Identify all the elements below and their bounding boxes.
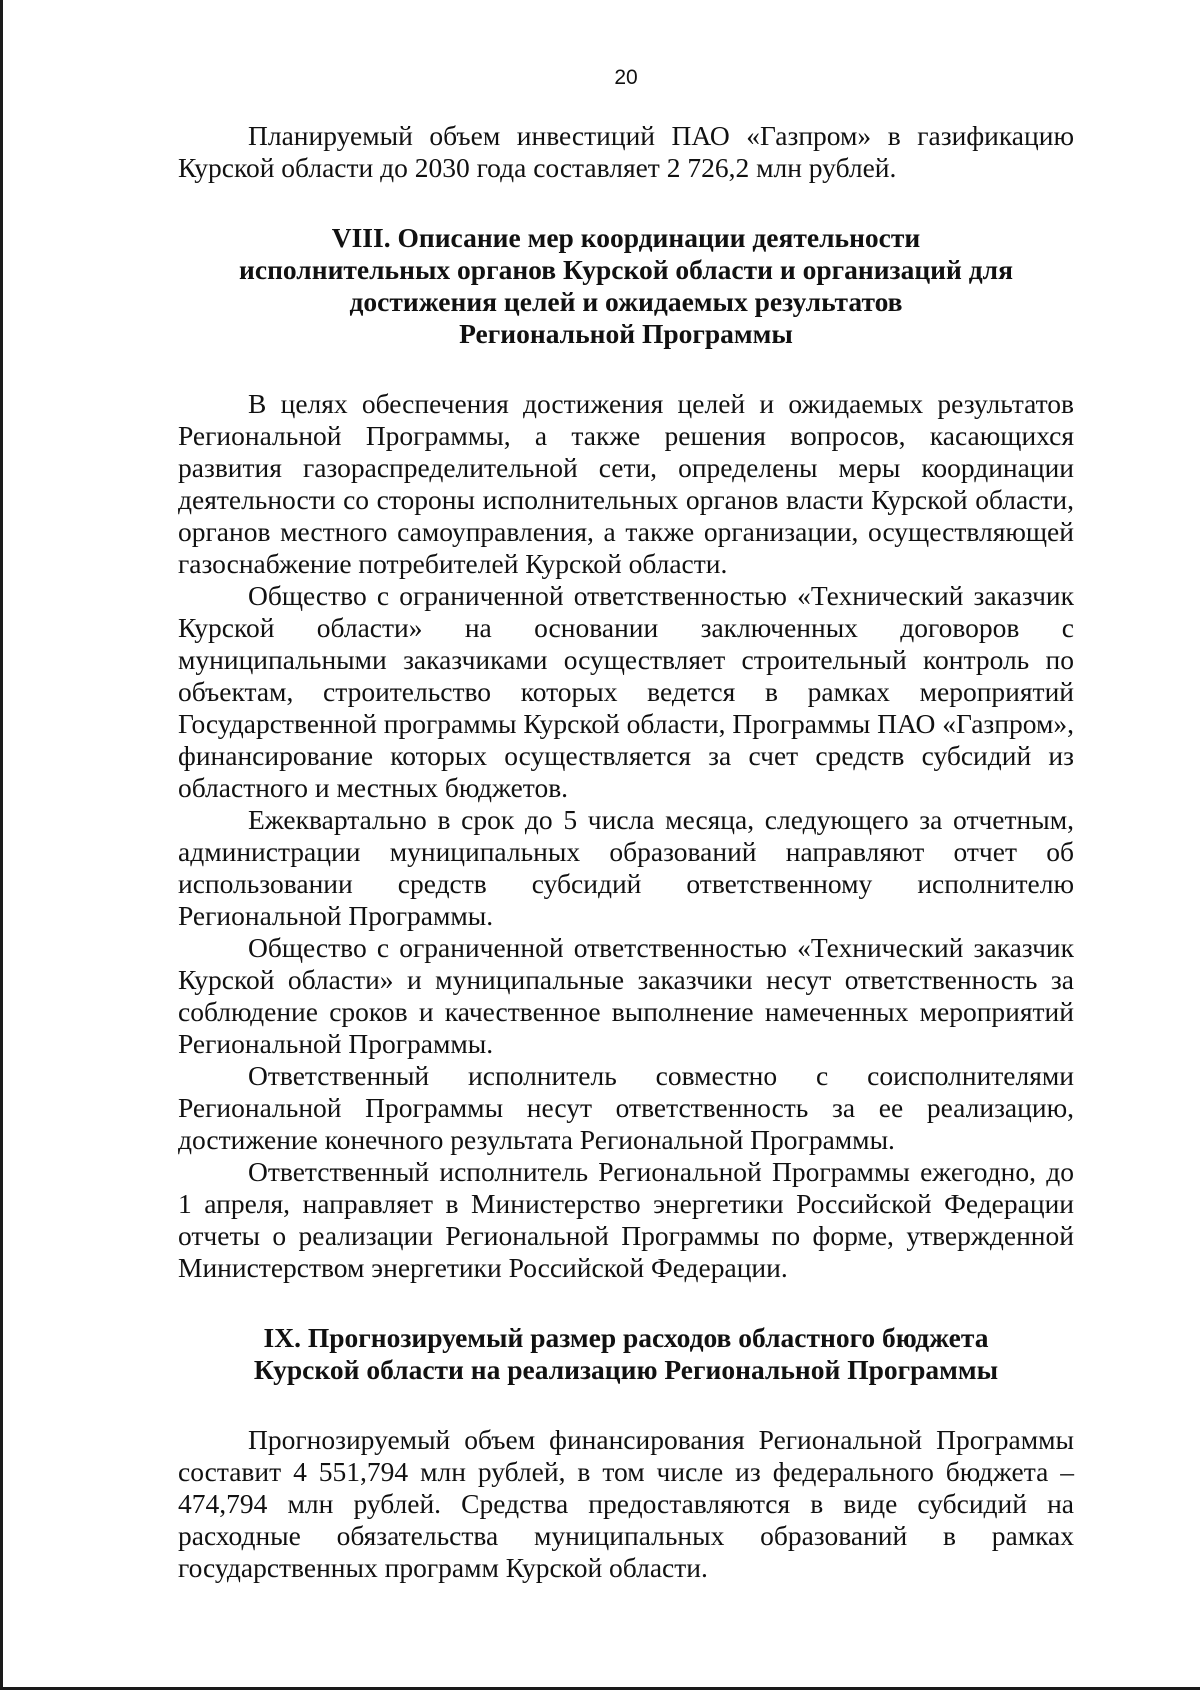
section-8-heading [178, 222, 1074, 350]
intro-paragraph: Планируемый объем инвестиций ПАО «Газпром» в газификацию Курской области до 2030 года составляет 2 726,2 млн рублей. [178, 120, 1074, 183]
section-9-paragraph: Прогнозируемый объем финансирования Региональной Программы составит 4 551,794 млн рублей, в том числе из федерального бюджета – 474,794 млн рублей. Средства предоставляются в виде субсидий на расходные обязательства муниципальных образований в рамках государственных программ Курской области. [178, 1424, 1074, 1583]
page-content [178, 120, 1074, 1584]
spacer [178, 350, 1074, 388]
section-8-paragraph: Ответственный исполнитель совместно с соисполнителями Региональной Программы несут ответственность за ее реализацию, достижение конечного результата Региональной Программы. [178, 1060, 1074, 1155]
section-8-paragraph: Общество с ограниченной ответственностью «Технический заказчик Курской области» на основании заключенных договоров с муниципальными заказчиками осуществляет строительный контроль по объектам, строительство которых ведется в рамках мероприятий Государственной программы Курской области, Программы ПАО «Газпром», финансирование которых осуществляется за счет средств субсидий из областного и местных бюджетов. [178, 580, 1074, 803]
spacer [178, 1386, 1074, 1424]
heading-line: исполнительных органов Курской области и организаций для [239, 254, 1013, 285]
section-8-paragraph: Ответственный исполнитель Региональной Программы ежегодно, до 1 апреля, направляет в Министерство энергетики Российской Федерации отчеты о реализации Региональной Программы по форме, утвержденной Министерством энергетики Российской Федерации. [178, 1156, 1074, 1283]
section-8-paragraph: В целях обеспечения достижения целей и ожидаемых результатов Региональной Программы, а также решения вопросов, касающихся развития газораспределительной сети, определены меры координации деятельности со стороны исполнительных органов власти Курской области, органов местного самоуправления, а также организации, осуществляющей газоснабжение потребителей Курской области. [178, 388, 1074, 579]
heading-line: достижения целей и ожидаемых результатов [349, 286, 903, 317]
section-9-heading [178, 1322, 1074, 1386]
heading-line: IX. Прогнозируемый размер расходов областного бюджета [263, 1322, 989, 1353]
section-8-paragraph: Ежеквартально в срок до 5 числа месяца, следующего за отчетным, администрации муниципальных образований направляют отчет об использовании средств субсидий ответственному исполнителю Региональной Программы. [178, 804, 1074, 931]
spacer [178, 184, 1074, 222]
spacer [178, 1284, 1074, 1322]
heading-line: Региональной Программы [459, 318, 793, 349]
heading-line: Курской области на реализацию Региональной Программы [253, 1354, 999, 1385]
section-8-paragraph: Общество с ограниченной ответственностью «Технический заказчик Курской области» и муниципальные заказчики несут ответственность за соблюдение сроков и качественное выполнение намеченных мероприятий Региональной Программы. [178, 932, 1074, 1059]
heading-line: VIII. Описание мер координации деятельности [331, 222, 921, 253]
page-number: 20 [614, 66, 638, 89]
scan-border-left [0, 0, 3, 1690]
